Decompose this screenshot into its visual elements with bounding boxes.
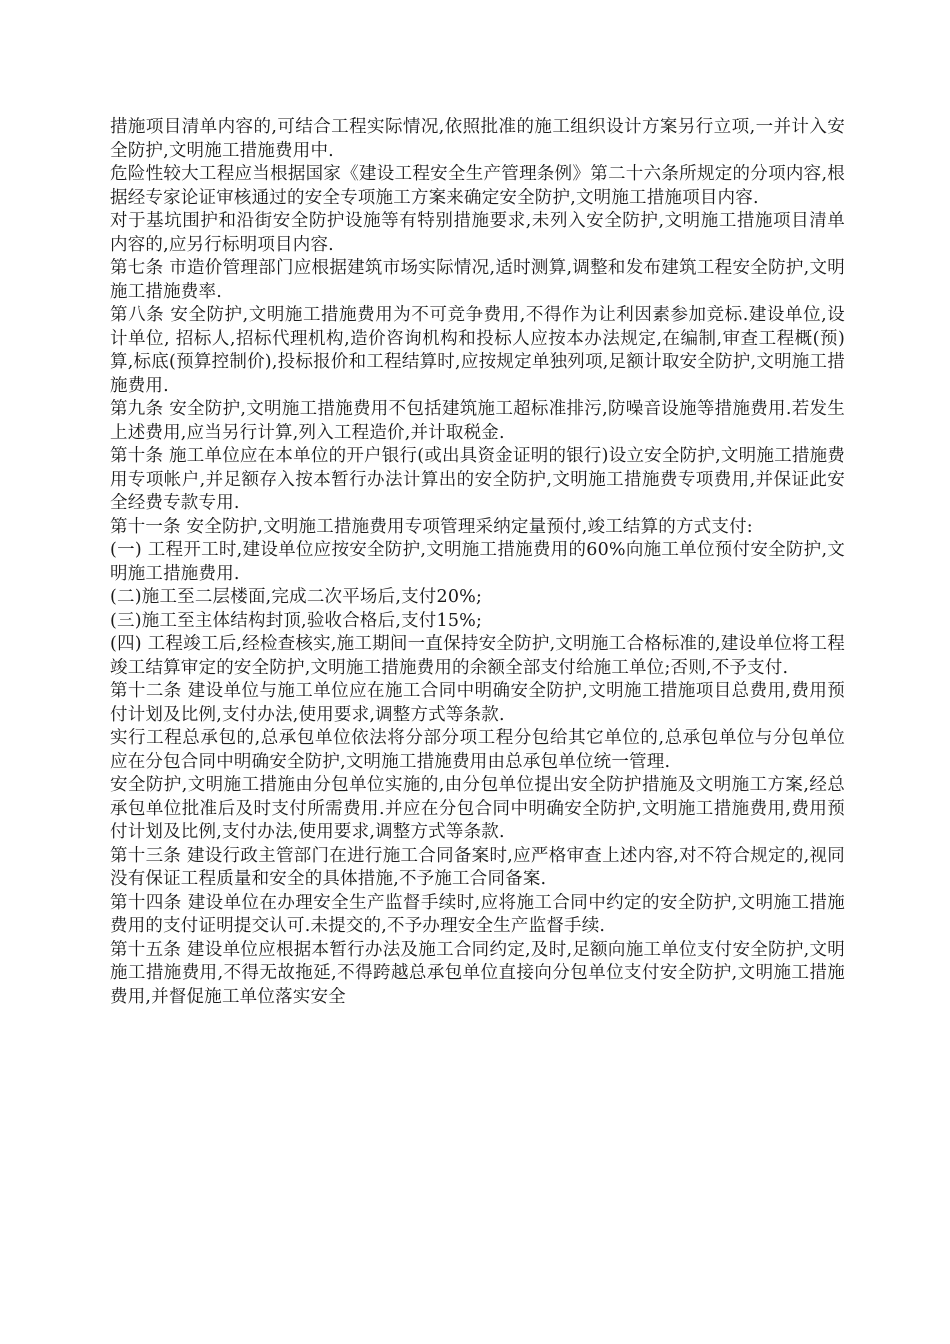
list-item-2: (二)施工至二层楼面,完成二次平场后,支付20%; — [110, 587, 483, 607]
paragraph-article-14: 第十四条 建设单位在办理安全生产监督手续时,应将施工合同中约定的安全防护,文明施工措施费用的支付证明提交认可.未提交的,不予办理安全生产监督手续. — [110, 892, 845, 936]
list-item-3: (三)施工至主体结构封顶,验收合格后,支付15%; — [110, 610, 483, 631]
paragraph-foundation-pit: 对于基坑围护和沿街安全防护设施等有特别措施要求,未列入安全防护,文明施工措施项目清单内容的,应另行标明项目内容. — [110, 211, 845, 255]
paragraph-article-9: 第九条 安全防护,文明施工措施费用不包括建筑施工超标准排污,防噪音设施等措施费用.若发生上述费用,应当另行计算,列入工程造价,并计取税金. — [110, 399, 845, 443]
paragraph-general-contracting: 实行工程总承包的,总承包单位依法将分部分项工程分包给其它单位的,总承包单位与分包单位应在分包合同中明确安全防护,文明施工措施费用由总承包单位统一管理. — [110, 728, 845, 772]
paragraph-article-13: 第十三条 建设行政主管部门在进行施工合同备案时,应严格审查上述内容,对不符合规定的,视同没有保证工程质量和安全的具体措施,不予施工合同备案. — [110, 845, 845, 889]
paragraph-article-11: 第十一条 安全防护,文明施工措施费用专项管理采纳定量预付,竣工结算的方式支付: — [110, 516, 753, 537]
paragraph-article-7: 第七条 市造价管理部门应根据建筑市场实际情况,适时测算,调整和发布建筑工程安全防护,文明施工措施费率. — [110, 258, 845, 302]
list-item-1: (一) 工程开工时,建设单位应按安全防护,文明施工措施费用的60%向施工单位预付安全防护,文明施工措施费用. — [110, 540, 845, 584]
paragraph-article-12: 第十二条 建设单位与施工单位应在施工合同中明确安全防护,文明施工措施项目总费用,费用预付计划及比例,支付办法,使用要求,调整方式等条款. — [110, 681, 845, 725]
paragraph-article-10: 第十条 施工单位应在本单位的开户银行(或出具资金证明的银行)设立安全防护,文明施工措施费用专项帐户,并足额存入按本暂行办法计算出的安全防护,文明施工措施费专项费用,并保证此安全经费专款专用. — [110, 446, 845, 513]
document-body — [110, 116, 845, 1009]
paragraph-article-15: 第十五条 建设单位应根据本暂行办法及施工合同约定,及时,足额向施工单位支付安全防护,文明施工措施费用,不得无故拖延,不得跨越总承包单位直接向分包单位支付安全防护,文明施工措施费用,并督促施工单位落实安全 — [110, 939, 845, 1007]
paragraph-dangerous-works: 危险性较大工程应当根据国家《建设工程安全生产管理条例》第二十六条所规定的分项内容,根据经专家论证审核通过的安全专项施工方案来确定安全防护,文明施工措施项目内容. — [110, 164, 845, 208]
paragraph-subcontractor-measures: 安全防护,文明施工措施由分包单位实施的,由分包单位提出安全防护措施及文明施工方案,经总承包单位批准后及时支付所需费用.并应在分包合同中明确安全防护,文明施工措施费用,费用预付计划及比例,支付办法,使用要求,调整方式等条款. — [110, 775, 845, 842]
paragraph-article-8: 第八条 安全防护,文明施工措施费用为不可竞争费用,不得作为让利因素参加竞标.建设单位,设计单位, 招标人,招标代理机构,造价咨询机构和投标人应按本办法规定,在编制,审查工程概(预)算,标底(预算控制价),投标报价和工程结算时,应按规定单独列项,足额计取安全防护,文明施工措施费用. — [110, 305, 845, 396]
list-item-4: (四) 工程竣工后,经检查核实,施工期间一直保持安全防护,文明施工合格标准的,建设单位将工程竣工结算审定的安全防护,文明施工措施费用的余额全部支付给施工单位;否则,不予支付. — [110, 634, 845, 678]
paragraph-measures-list: 措施项目清单内容的,可结合工程实际情况,依照批准的施工组织设计方案另行立项,一并计入安全防护,文明施工措施费用中. — [110, 117, 845, 161]
